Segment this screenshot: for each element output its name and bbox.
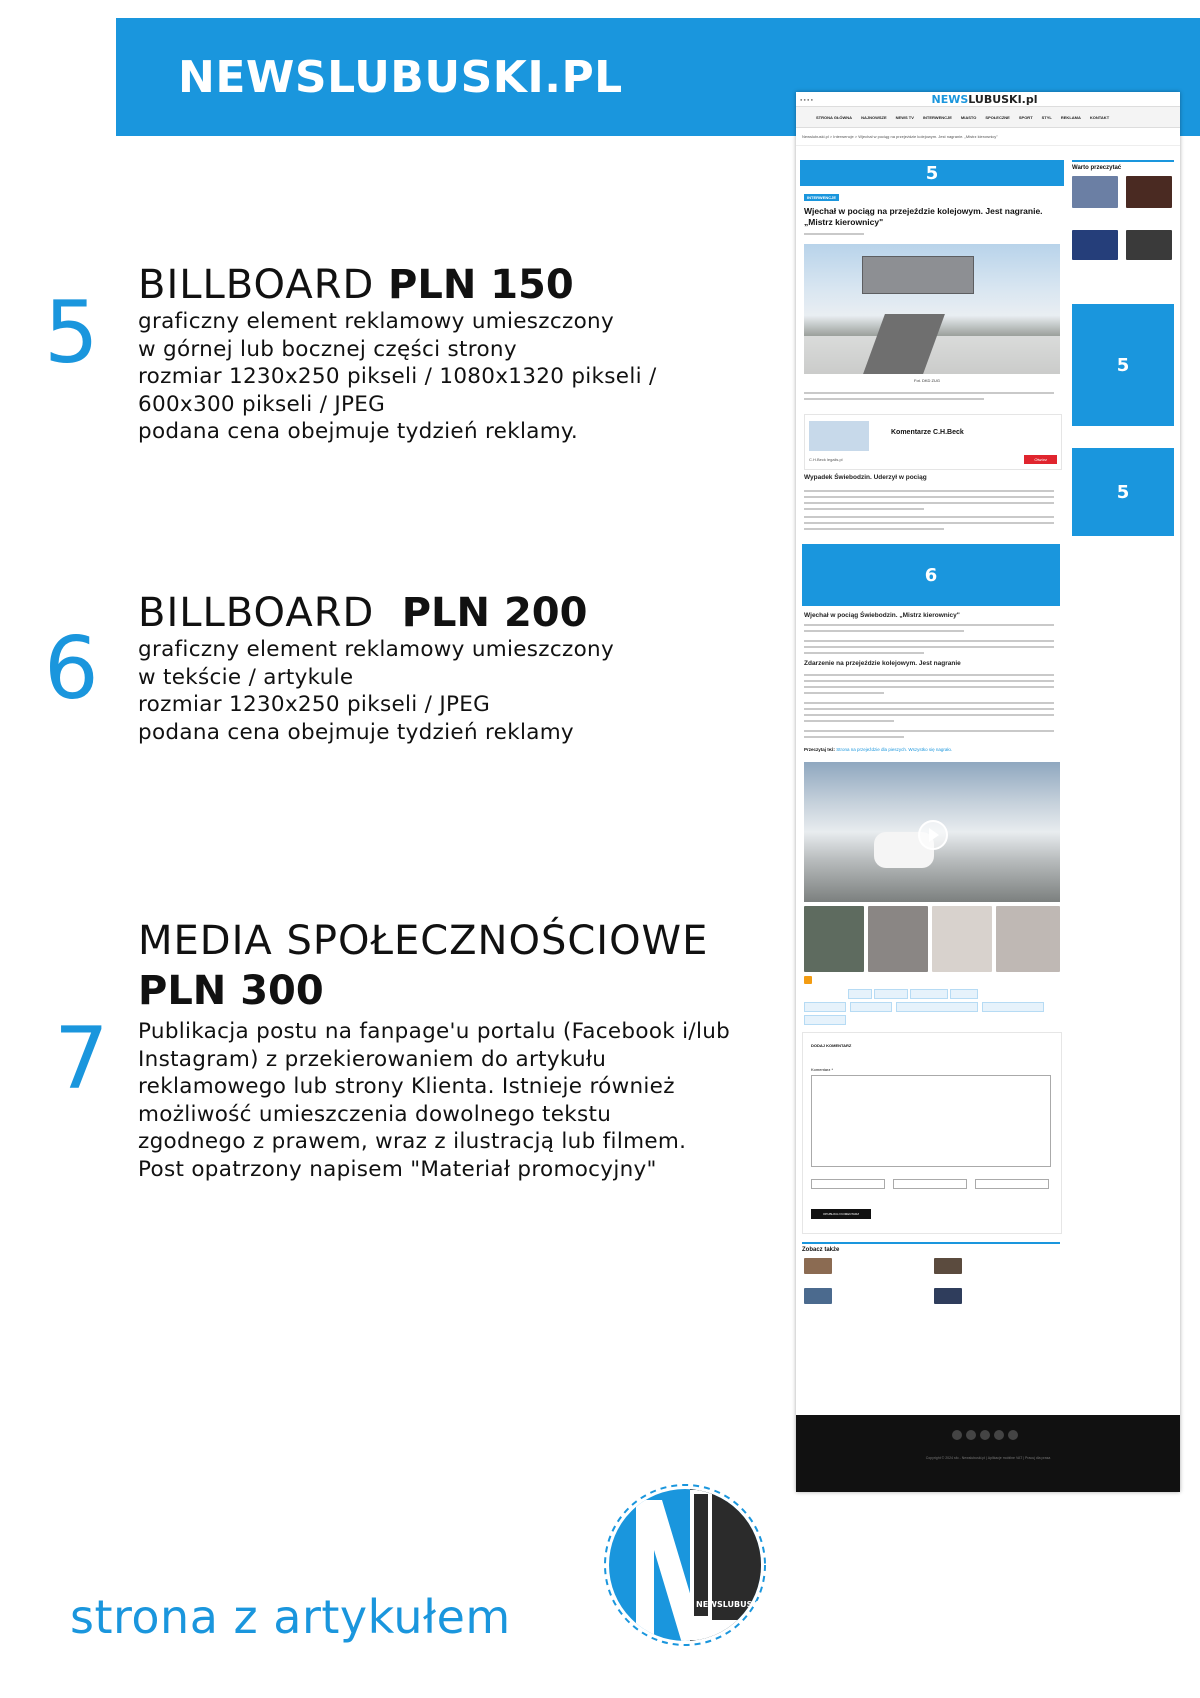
tag[interactable]	[804, 1015, 846, 1025]
see-also-heading: Zobacz także	[802, 1242, 1060, 1253]
nl-logo-graphic	[600, 1480, 770, 1650]
offer-number: 5	[44, 283, 99, 383]
text-line	[804, 652, 924, 654]
read-more-link[interactable]: Strona na przejeździe dla pieszych. Wszystko się nagrało.	[836, 747, 953, 752]
comment-textarea[interactable]	[811, 1075, 1051, 1167]
tag[interactable]	[848, 989, 872, 999]
preview-footer	[796, 1415, 1180, 1492]
text-line	[804, 730, 1054, 732]
ad-slot-5-sidebar-large: 5	[1072, 304, 1174, 426]
offer-price: PLN 200	[401, 590, 588, 636]
sidebar-thumb[interactable]	[1072, 176, 1118, 208]
nav-item: INTERWENCJE	[922, 114, 952, 120]
ad-slot-6-inline: 6	[802, 544, 1060, 606]
tag[interactable]	[874, 989, 908, 999]
section-heading: Wypadek Świebodzin. Uderzył w pociąg	[804, 474, 927, 481]
text-line	[804, 702, 1054, 704]
nav-item: REKLAMA	[1060, 114, 1081, 120]
related-thumb[interactable]	[804, 1258, 832, 1274]
tag[interactable]	[910, 989, 948, 999]
ad-slot-5-top: 5	[800, 160, 1064, 186]
sidebar-thumb[interactable]	[1072, 230, 1118, 260]
text-line	[804, 398, 984, 400]
section-heading: Wjechał w pociąg Świebodzin. „Mistrz kierownicy"	[804, 612, 960, 619]
offer-price: PLN 300	[138, 968, 324, 1014]
text-line	[804, 674, 1054, 676]
text-line	[804, 720, 894, 722]
text-line	[804, 508, 924, 510]
website-input[interactable]	[975, 1179, 1049, 1189]
name-input[interactable]	[811, 1179, 885, 1189]
article-hero-photo	[804, 244, 1060, 374]
footer-copyright: Copyright © 2024 sfo - Newslubuski.pl | Aplikacje mobilne VAT | Pracuj dla prasa	[925, 1456, 1051, 1460]
text-line	[804, 640, 1054, 642]
facebook-icon[interactable]	[952, 1430, 962, 1440]
text-line	[804, 680, 1054, 682]
nav-item: MIASTO	[960, 114, 977, 120]
related-thumb[interactable]	[934, 1288, 962, 1304]
offer-number: 6	[44, 619, 99, 719]
tag[interactable]	[850, 1002, 892, 1012]
text-line	[804, 502, 1054, 504]
nav-item: NEWS TV	[895, 114, 914, 120]
email-input[interactable]	[893, 1179, 967, 1189]
text-line	[804, 708, 1054, 710]
page-caption: strona z artykułem	[70, 1590, 511, 1644]
sidebar-thumb[interactable]	[1126, 230, 1172, 260]
product-thumb[interactable]	[996, 906, 1060, 972]
product-thumb[interactable]	[804, 906, 864, 972]
nav-item: SPORT	[1018, 114, 1033, 120]
text-line	[804, 736, 904, 738]
tag[interactable]	[950, 989, 978, 999]
article-page-preview	[796, 92, 1180, 1492]
article-title: Wjechał w pociąg na przejeździe kolejowym. Jest nagranie. „Mistrz kierownicy"	[804, 206, 1043, 227]
twitter-icon[interactable]	[966, 1430, 976, 1440]
social-icons: ● ● ● ●	[800, 96, 813, 102]
preview-breadcrumb: Newslubuski.pl > Interwencje > Wjechał w pociąg na przejeździe kolejowym. Jest nagranie. „Mistrz kierownicy"	[796, 128, 1180, 146]
text-line	[804, 490, 1054, 492]
preview-topbar	[796, 92, 1180, 106]
tag[interactable]	[804, 1002, 846, 1012]
offer-title: BILLBOARD PLN 150	[138, 262, 574, 308]
photo-caption: Fot. DKD ZUG	[914, 378, 941, 383]
text-line	[804, 714, 1054, 716]
comment-form	[802, 1032, 1062, 1234]
text-line	[804, 686, 1054, 688]
product-thumb[interactable]	[932, 906, 992, 972]
text-line	[804, 692, 884, 694]
text-line	[804, 496, 1054, 498]
text-line	[804, 392, 1054, 394]
preview-logo: NEWSLUBUSKI.pl	[931, 92, 1038, 106]
article-video[interactable]	[804, 762, 1060, 902]
read-more: Przeczytaj też: Strona na przejeździe dla pieszych. Wszystko się nagrało.	[804, 747, 953, 752]
nl-logo	[600, 1480, 776, 1650]
offer-description: graficzny element reklamowy umieszczony w tekście / artykule rozmiar 1230x250 pikseli / JPEG podana cena obejmuje tydzień reklamy	[138, 637, 614, 745]
inline-ad-button[interactable]: Otwórz	[1024, 455, 1057, 464]
related-thumb[interactable]	[804, 1288, 832, 1304]
section-heading: Zdarzenie na przejeździe kolejowym. Jest nagranie	[804, 660, 961, 667]
preview-nav	[796, 106, 1180, 128]
offer-title: BILLBOARD PLN 200	[138, 590, 588, 636]
header-title: NEWSLUBUSKI.PL	[178, 52, 623, 103]
text-line	[804, 624, 1054, 626]
youtube-icon[interactable]	[994, 1430, 1004, 1440]
text-line	[804, 522, 1054, 524]
play-icon[interactable]	[918, 820, 948, 850]
article-category: INTERWENCJE	[804, 194, 839, 201]
submit-button[interactable]: OPUBLIKUJ KOMENTARZ	[811, 1209, 871, 1219]
sidebar-heading: Warto przeczytać	[1072, 160, 1174, 171]
offer-number: 7	[54, 1009, 109, 1109]
tag[interactable]	[982, 1002, 1044, 1012]
related-thumb[interactable]	[934, 1258, 962, 1274]
text-line	[804, 528, 944, 530]
inline-ad-url: C.H.Beck legalis.pl	[809, 457, 843, 462]
text-line	[804, 630, 964, 632]
nav-item: KONTAKT	[1089, 114, 1110, 120]
inline-ad[interactable]	[804, 414, 1062, 470]
comment-field-label: Komentarz *	[811, 1067, 834, 1072]
logo-text: NEWSLUBUSKI.PL	[696, 1600, 776, 1609]
inline-ad-image	[809, 421, 869, 451]
article-meta	[804, 233, 864, 235]
offer-title: MEDIA SPOŁECZNOŚCIOWE	[138, 918, 709, 964]
ad-slot-5-sidebar-small: 5	[1072, 448, 1174, 536]
nav-item: STRONA GŁÓWNA	[816, 114, 853, 120]
shop-logo	[804, 976, 812, 984]
tag[interactable]	[896, 1002, 978, 1012]
instagram-icon[interactable]	[980, 1430, 990, 1440]
nav-item: SPOŁECZNE	[985, 114, 1010, 120]
nav-item: STYL	[1041, 114, 1052, 120]
inline-ad-title: Komentarze C.H.Beck	[891, 429, 964, 436]
offer-description: graficzny element reklamowy umieszczony w górnej lub bocznej części strony rozmiar 1230x250 pikseli / 1080x1320 pikseli / 600x300 pikseli / JPEG podana cena obejmuje tydzień reklamy.	[138, 309, 657, 444]
product-thumb[interactable]	[868, 906, 928, 972]
text-line	[804, 516, 1054, 518]
nav-item: NAJNOWSZE	[861, 114, 887, 120]
sidebar-thumb[interactable]	[1126, 176, 1172, 208]
text-line	[804, 646, 1054, 648]
mail-icon[interactable]	[1008, 1430, 1018, 1440]
offer-description: Publikacja postu na fanpage'u portalu (Facebook i/lub Instagram) z przekierowaniem do artykułu reklamowego lub strony Klienta. Istnieje również możliwość umieszczenia dowolnego tekstu zgodnego z prawem, wraz z ilustracją lub filmem. Post opatrzony napisem "Materiał promocyjny"	[138, 1019, 731, 1182]
offer-price: PLN 150	[388, 262, 574, 308]
comment-heading: DODAJ KOMENTARZ	[811, 1043, 852, 1048]
